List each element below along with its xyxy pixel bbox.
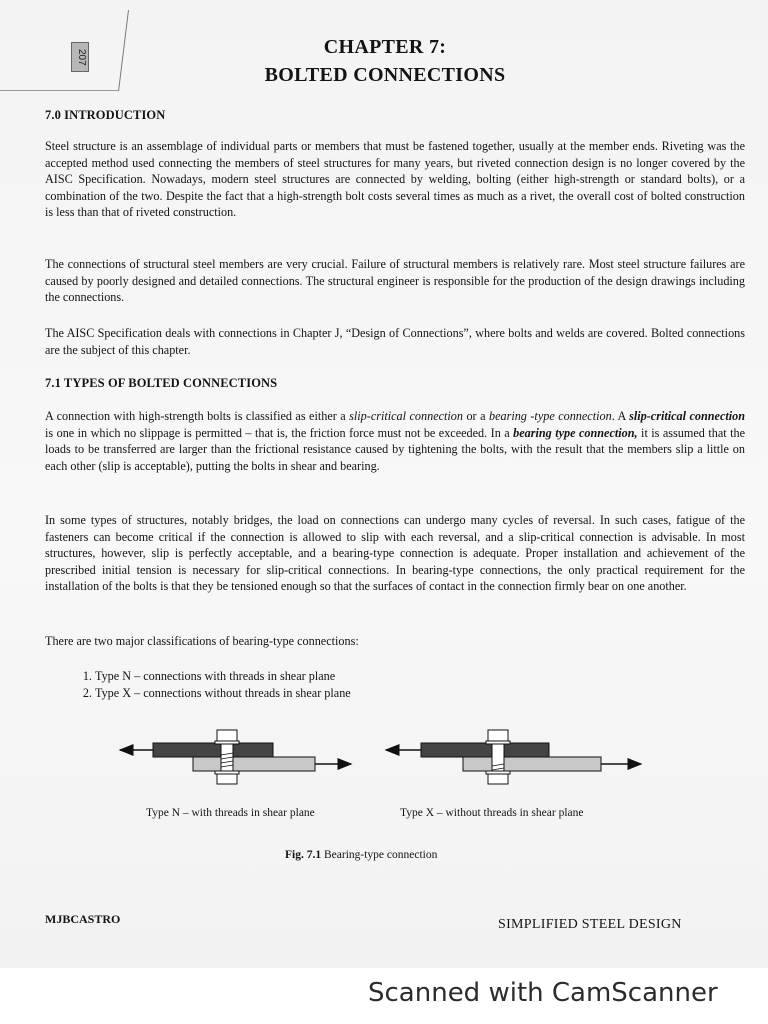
list-item-type-n: 1. Type N – connections with threads in shear plane — [95, 668, 351, 685]
intro-paragraph-1: Steel structure is an assemblage of individual parts or members that must be fastened together, usually at the member ends. Riveting was the accepted method used connecting the members of steel structures for many years, but riveted connection design is no longer covered by the AISC Specification. Nowadays, modern steel structures are connected by welding, bolting (either high-strength or standard bolts), or a combination of the two. Despite the fact that a high-strength bolt costs several times as much as a rivet, the overall cost of bolted construction is less than that of riveted construction. — [45, 139, 745, 220]
types-paragraph-3: There are two major classifications of bearing-type connections: — [45, 634, 359, 648]
intro-heading: 7.0 INTRODUCTION — [45, 108, 166, 122]
types-paragraph-1: A connection with high-strength bolts is classified as either a slip-critical connection or a bearing -type connection. A slip-critical connection is one in which no slippage is permitted – that is, the friction force must not be exceeded. In a bearing type connection, it is assumed that the loads to be transferred are larger than the frictional resistance caused by tightening the bolts, with the result that the members slip a little on each other (slip is acceptable), putting the bolts in shear and bearing. — [45, 409, 746, 473]
list-item-type-x: 2. Type X – connections without threads in shear plane — [95, 685, 351, 702]
scanner-watermark: Scanned with CamScanner — [368, 978, 718, 1008]
figure-caption: Fig. 7.1 Bearing-type connection — [285, 849, 438, 861]
types-paragraph-2: In some types of structures, notably bridges, the load on connections can undergo many cycles of reversal. In such cases, fatigue of the fasteners can become critical if the connection is allowed to slip with each reversal, and a slip-critical connection is advisable. In most structures, however, slip is perfectly acceptable, and a bearing-type connection is adequate. Proper installation and achievement of the prescribed initial tension is necessary for slip-critical connections. In bearing-type connections, the only practical requirement for the installation of the bolts is that they be tensioned enough so that the surfaces of contact in the connection firmly bear on one another. — [45, 513, 745, 594]
type-x-caption: Type X – without threads in shear plane — [400, 807, 584, 819]
chapter-title: BOLTED CONNECTIONS — [264, 64, 506, 86]
chapter-number: CHAPTER 7: — [323, 36, 447, 58]
intro-paragraph-2: The connections of structural steel members are very crucial. Failure of structural members is relatively rare. Most steel structure failures are caused by poorly designed and detailed connections. The structural engineer is responsible for the production of the design drawings including the connections. — [45, 257, 745, 305]
types-heading: 7.1 TYPES OF BOLTED CONNECTIONS — [45, 376, 278, 390]
page-number: 207 — [71, 42, 89, 72]
type-n-diagram — [115, 722, 365, 792]
type-n-caption: Type N – with threads in shear plane — [146, 807, 315, 819]
intro-paragraph-3: The AISC Specification deals with connections in Chapter J, “Design of Connections”, where bolts and welds are covered. Bolted connections are the subject of this chapter. — [45, 326, 745, 357]
author-footer: MJBCASTRO — [45, 912, 121, 926]
type-x-diagram — [383, 722, 648, 792]
page-corner-tab — [0, 10, 129, 91]
book-title-footer: SIMPLIFIED STEEL DESIGN — [498, 917, 682, 932]
bearing-type-list — [70, 668, 351, 702]
